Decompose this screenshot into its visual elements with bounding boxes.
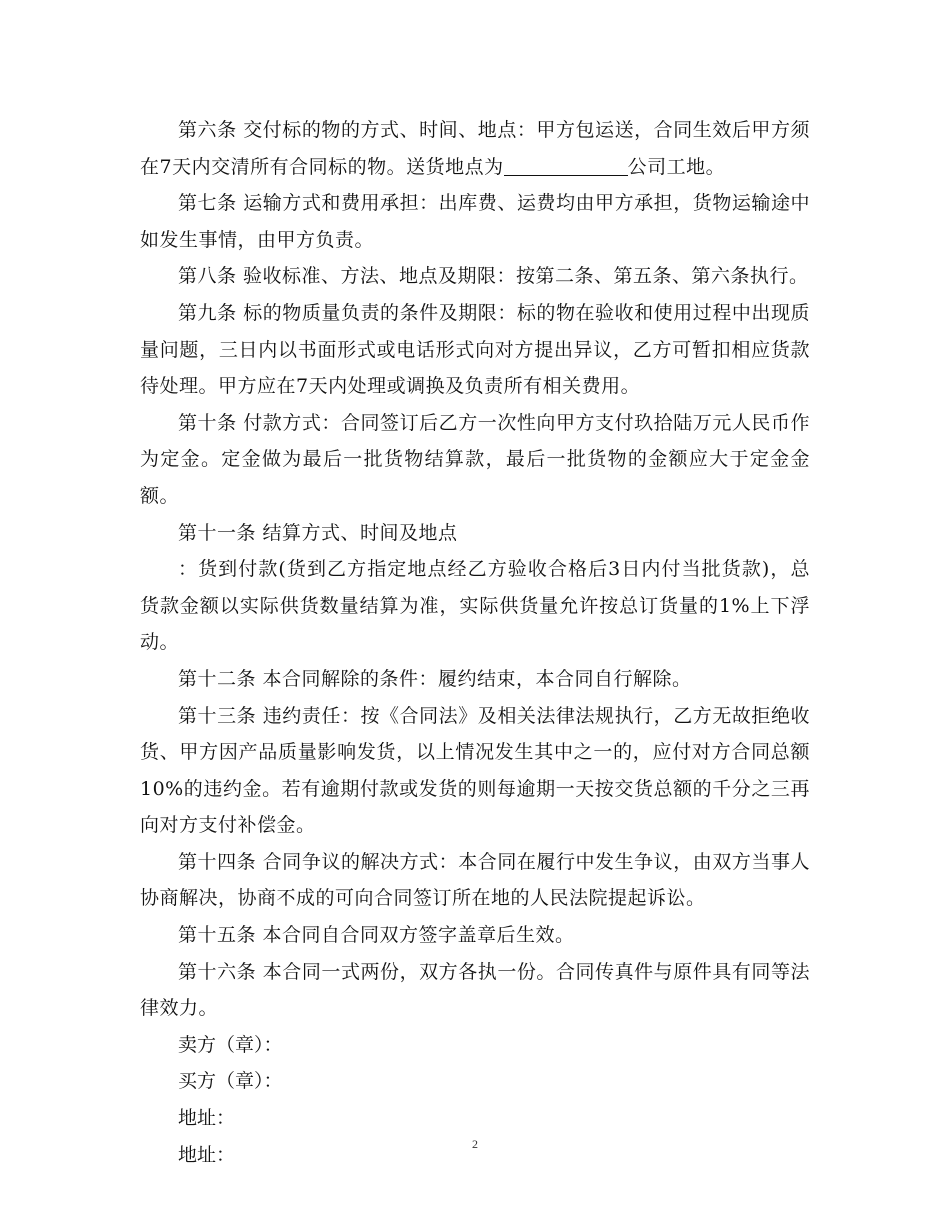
clause-9: 第九条 标的物质量负责的条件及期限：标的物在验收和使用过程中出现质量问题，三日内以书面形式或电话形式向对方提出异议，乙方可暂扣相应货款待处理。甲方应在7天内处理或调换及负责所有相关费用。: [140, 301, 810, 398]
address-line-1: 地址：: [178, 1107, 236, 1130]
buyer-seal-line: 买方（章）：: [178, 1070, 283, 1093]
clause-12: 第十二条 本合同解除的条件：履约结束，本合同自行解除。: [178, 667, 692, 690]
clause-14: 第十四条 合同争议的解决方式：本合同在履行中发生争议，由双方当事人协商解决，协商不成的可向合同签订所在地的人民法院提起诉讼。: [140, 850, 810, 910]
clause-6-text: 第六条 交付标的物的方式、时间、地点：甲方包运送，合同生效后甲方须在7天内交清所有合同标的物。送货地点为: [140, 119, 810, 178]
seller-seal-line: 卖方（章）：: [178, 1033, 283, 1056]
delivery-location-blank: [504, 155, 628, 176]
clause-8: 第八条 验收标准、方法、地点及期限：按第二条、第五条、第六条执行。: [178, 265, 809, 288]
clause-11-body: ：货到付款(货到乙方指定地点经乙方验收合格后3日内付当批货款)，总货款金额以实际供货数量结算为准，实际供货量允许按总订货量的1%上下浮动。: [140, 558, 810, 654]
clause-16: 第十六条 本合同一式两份，双方各执一份。合同传真件与原件具有同等法律效力。: [140, 960, 810, 1020]
clause-6-suffix: 公司工地。: [627, 155, 726, 178]
address-line-2: 地址：: [178, 1143, 236, 1166]
clause-7: 第七条 运输方式和费用承担：出库费、运费均由甲方承担，货物运输途中如发生事情，由甲方负责。: [140, 192, 810, 251]
contract-page: [140, 112, 810, 1173]
page-number: 2: [472, 1137, 478, 1151]
clause-11-heading: 第十一条 结算方式、时间及地点: [178, 521, 458, 544]
clause-6: [140, 112, 810, 185]
clause-13: 第十三条 违约责任：按《合同法》及相关法律法规执行，乙方无故拒绝收货、甲方因产品质量影响发货，以上情况发生其中之一的，应付对方合同总额10%的违约金。若有逾期付款或发货的则每逾期一天按交货总额的千分之三再向对方支付补偿金。: [140, 704, 810, 837]
clause-10: 第十条 付款方式：合同签订后乙方一次性向甲方支付玖拾陆万元人民币作为定金。定金做为最后一批货物结算款，最后一批货物的金额应大于定金金额。: [140, 411, 810, 507]
clause-15: 第十五条 本合同自合同双方签字盖章后生效。: [178, 924, 575, 947]
